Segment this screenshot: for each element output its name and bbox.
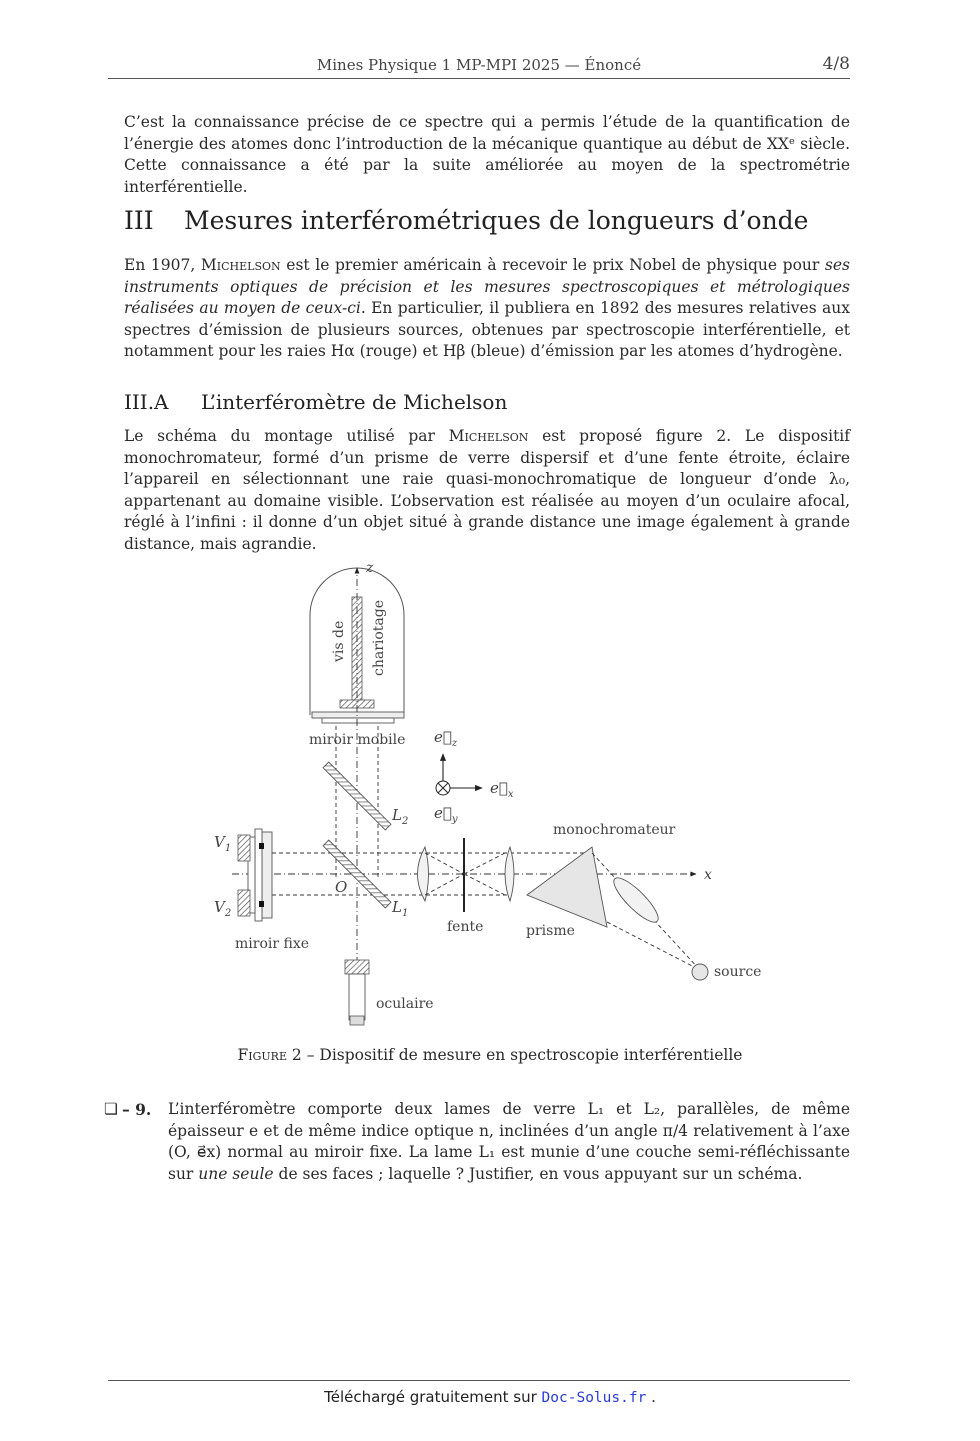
subsection-number: III.A xyxy=(124,390,169,414)
screw-V2 xyxy=(238,890,250,916)
page-header xyxy=(108,54,850,79)
moving-mirror xyxy=(312,712,404,718)
fente-label: fente xyxy=(447,919,484,935)
question-number: – 9. xyxy=(122,1100,152,1119)
subsection-para-text: est proposé figure 2. Le dispositif monochromateur, formé d’un prisme de verre dispersif et d’une fente étroite, éclaire l’appareil en sélectionnant une raie quasi-monochromatique de longueur d’onde λ₀, appartenant au domaine visible. L’observation est réalisée au moyen d’un oculaire afocal, réglé à l’infini : il donne d’un objet situé à grande distance une image également à grande distance, mais agrandie. xyxy=(124,427,850,553)
prism xyxy=(527,847,607,927)
intro-paragraph: C’est la connaissance précise de ce spectre qui a permis l’étude de la quantification de l’énergie des atomes donc l’introduction de la mécanique quantique au début de XXᵉ siècle. Cette connaissance a été par la suite améliorée au moyen de la spectrométrie interférentielle. xyxy=(124,113,850,196)
michelson-diagram xyxy=(0,550,980,1040)
L1-label: $L_1$ xyxy=(392,898,409,919)
figure-label: Figure 2 xyxy=(237,1046,302,1064)
section-para-text: En 1907, xyxy=(124,256,201,274)
footer-rule xyxy=(108,1380,850,1381)
subsection-title: L’interféromètre de Michelson xyxy=(201,390,508,414)
section-para-text: . En particulier, il publiera en 1892 des mesures relatives aux spectres d’émission de plusieurs sources, obtenues par spectroscopie interférentielle, et notamment pour les raies Hα (rouge) et Hβ (bleue) d’émission par les atomes d’hydrogène. xyxy=(124,299,850,360)
section-para-text: est le premier américain à recevoir le prix Nobel de physique pour xyxy=(280,256,825,274)
question-text-part: de ses faces ; laquelle ? Justifier, en vous appuyant sur un schéma. xyxy=(273,1164,803,1183)
page-number: 4/8 xyxy=(822,54,850,74)
michelson-name: Michelson xyxy=(448,427,529,445)
section-number: III xyxy=(124,206,154,235)
subsection-paragraph xyxy=(124,426,850,555)
question-emphasis: une seule xyxy=(198,1164,274,1183)
subsection-heading xyxy=(124,390,507,414)
V1-label: $V_1$ xyxy=(214,833,232,854)
prisme-label: prisme xyxy=(526,923,575,939)
lens-focusing xyxy=(505,847,514,901)
question-text-part: L’interféromètre comporte deux lames de verre L₁ et L₂, parallèles, de même épaisseur e et de même indice optique n, inclinées d’un angle π/4 relativement à l’axe (O, e⃗x) normal au miroir fixe. La lame L₁ est munie d’une couche semi-réfléchissante sur xyxy=(168,1100,850,1183)
figure-caption xyxy=(0,1046,980,1064)
V2-label: $V_2$ xyxy=(214,898,232,919)
x-axis-label: x xyxy=(704,867,712,883)
ex-label: $e⃗_x$ xyxy=(490,779,514,800)
nobel-citation: ses instruments optiques de précision et les mesures spectroscopiques et métrologiques réalisées au moyen de ceux-ci xyxy=(124,256,851,317)
section-heading xyxy=(124,206,808,235)
vis-label: vis de xyxy=(331,620,347,662)
doc-solus-link[interactable]: Doc-Solus.fr xyxy=(541,1390,647,1406)
question-text xyxy=(168,1099,850,1185)
header-title: Mines Physique 1 MP-MPI 2025 — Énoncé xyxy=(316,56,642,74)
footer-end: . xyxy=(646,1388,656,1406)
O-label: O xyxy=(335,878,348,896)
oculaire-label: oculaire xyxy=(376,996,434,1012)
miroir-mobile-label: miroir mobile xyxy=(309,732,406,748)
subsection-para-text: Le schéma du montage utilisé par xyxy=(124,427,449,445)
screw-V1 xyxy=(238,835,250,861)
monochromateur-label: monochromateur xyxy=(553,822,676,838)
eyepiece-body xyxy=(349,974,365,1020)
page-footer xyxy=(0,1388,980,1406)
L2-label: $L_2$ xyxy=(392,806,409,827)
checkbox-icon: ❏ xyxy=(104,1100,118,1118)
figure-caption-text: – Dispositif de mesure en spectroscopie interférentielle xyxy=(301,1046,743,1064)
lens-collimator xyxy=(418,847,429,901)
miroir-fixe-label: miroir fixe xyxy=(235,936,310,952)
eyepiece-knurl xyxy=(345,960,369,974)
section-paragraph xyxy=(124,255,850,363)
ey-label: $e⃗_y$ xyxy=(434,804,458,825)
z-axis-label: z xyxy=(366,560,374,576)
michelson-name: Michelson xyxy=(200,256,281,274)
section-title: Mesures interférométriques de longueurs d’onde xyxy=(184,206,809,235)
source xyxy=(692,964,708,980)
ez-label: $e⃗_z$ xyxy=(434,728,458,749)
source-lens xyxy=(608,872,663,927)
footer-text: Téléchargé gratuitement sur xyxy=(324,1388,542,1406)
source-label: source xyxy=(714,964,762,980)
chariotage-label: chariotage xyxy=(371,599,387,676)
